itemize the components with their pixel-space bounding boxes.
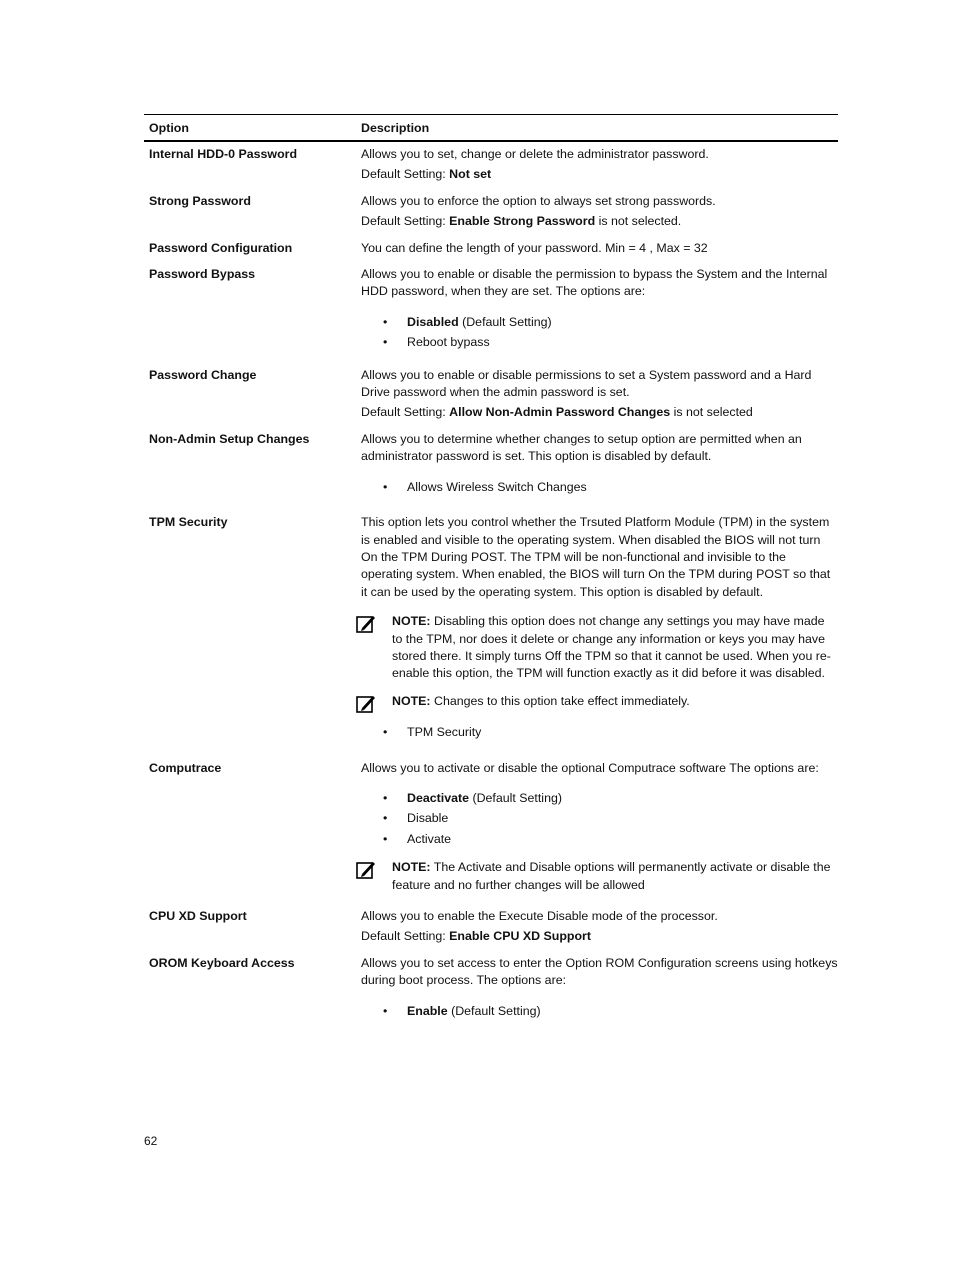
page-number: 62 <box>144 1134 158 1148</box>
note-block: NOTE: The Activate and Disable options will permanently activate or disable the feature and no further changes will be allowed <box>361 859 838 894</box>
bullet-icon: • <box>383 1003 388 1018</box>
table-row <box>144 146 838 184</box>
option-name: Password Bypass <box>149 267 256 282</box>
table-row <box>144 908 838 946</box>
list-item: • TPM Security <box>361 724 838 741</box>
list-item: • Deactivate (Default Setting) <box>361 790 838 807</box>
bios-options-table <box>144 114 838 1023</box>
option-name: Non-Admin Setup Changes <box>149 431 310 446</box>
header-option: Option <box>149 120 189 135</box>
options-list <box>361 1003 838 1020</box>
option-name: TPM Security <box>149 515 228 530</box>
option-description <box>356 431 838 499</box>
pencil-note-icon <box>356 694 376 714</box>
bullet-icon: • <box>383 335 388 350</box>
table-row <box>144 514 838 744</box>
option-name: CPU XD Support <box>149 909 247 923</box>
bullet-icon: • <box>383 831 388 846</box>
bullet-icon: • <box>383 479 388 494</box>
option-description <box>356 193 838 231</box>
list-item: • Allows Wireless Switch Changes <box>361 479 838 496</box>
description-text: Allows you to determine whether changes to setup option are permitted when an administrator password is set. This option is disabled by default. <box>361 431 802 464</box>
note-block: NOTE: Changes to this option take effect immediately. <box>361 693 838 710</box>
option-description <box>356 760 838 894</box>
description-text: Allows you to enforce the option to always set strong passwords. <box>361 193 716 208</box>
bullet-icon: • <box>383 811 388 826</box>
table-row <box>144 367 838 422</box>
bullet-icon: • <box>383 725 388 740</box>
bullet-icon: • <box>383 314 388 329</box>
option-name: Computrace <box>149 760 222 775</box>
option-name: OROM Keyboard Access <box>149 955 295 970</box>
option-description <box>356 266 838 355</box>
bullet-icon: • <box>383 790 388 805</box>
list-item: • Activate <box>361 831 838 848</box>
option-description <box>356 908 838 946</box>
default-setting: Default Setting: Enable Strong Password is not selected. <box>361 214 682 229</box>
pencil-note-icon <box>356 860 376 880</box>
option-description <box>356 146 838 184</box>
option-name: Internal HDD-0 Password <box>149 147 298 161</box>
default-setting: Default Setting: Enable CPU XD Support <box>361 929 591 944</box>
default-setting: Default Setting: Not set <box>361 167 492 182</box>
table-row <box>144 266 838 355</box>
description-text: You can define the length of your password. Min = 4 , Max = 32 <box>361 240 708 255</box>
table-row <box>144 240 838 257</box>
options-list <box>361 790 838 848</box>
table-row <box>144 431 838 499</box>
header-description: Description <box>361 120 430 135</box>
options-list <box>361 724 838 741</box>
option-name: Strong Password <box>149 193 251 208</box>
list-item: • Reboot bypass <box>361 334 838 351</box>
options-list <box>361 314 838 352</box>
description-text: Allows you to set access to enter the Option ROM Configuration screens using hotkeys during boot process. The options are: <box>361 955 838 988</box>
description-text: Allows you to enable or disable permissions to set a System password and a Hard Drive password when the admin password is set. <box>361 367 812 400</box>
option-description <box>356 367 838 422</box>
default-setting: Default Setting: Allow Non-Admin Password Changes is not selected <box>361 405 753 420</box>
option-description <box>356 955 838 1023</box>
list-item: • Disable <box>361 810 838 827</box>
table-row <box>144 193 838 231</box>
note-block: NOTE: Disabling this option does not change any settings you may have made to the TPM, nor does it delete or change any information or keys you may have stored there. It simply turns Off the TPM so that it cannot be used. When you re-enable this option, the TPM will function exactly as it did before it was disabled. <box>361 613 838 683</box>
list-item: • Disabled (Default Setting) <box>361 314 838 331</box>
option-name: Password Configuration <box>149 240 293 255</box>
description-text: Allows you to set, change or delete the administrator password. <box>361 147 709 161</box>
table-row <box>144 760 838 894</box>
option-name: Password Change <box>149 367 257 382</box>
description-text: Allows you to activate or disable the optional Computrace software The options are: <box>361 760 819 775</box>
table-row <box>144 955 838 1023</box>
options-list <box>361 479 838 496</box>
table-header <box>144 114 838 142</box>
description-text: This option lets you control whether the Trsuted Platform Module (TPM) in the system is enabled and visible to the operating system. When disabled the BIOS will not turn On the TPM During POST. The TPM will be non-functional and invisible to the operating system. When enabled, the BIOS will turn On the TPM during POST so that it can be used by the operating system. This option is disabled by default. <box>361 515 831 599</box>
option-description <box>356 514 838 744</box>
description-text: Allows you to enable the Execute Disable mode of the processor. <box>361 909 718 923</box>
list-item: • Enable (Default Setting) <box>361 1003 838 1020</box>
option-description <box>356 240 838 257</box>
pencil-note-icon <box>356 614 376 634</box>
description-text: Allows you to enable or disable the permission to bypass the System and the Internal HDD password, when they are set. The options are: <box>361 267 828 299</box>
